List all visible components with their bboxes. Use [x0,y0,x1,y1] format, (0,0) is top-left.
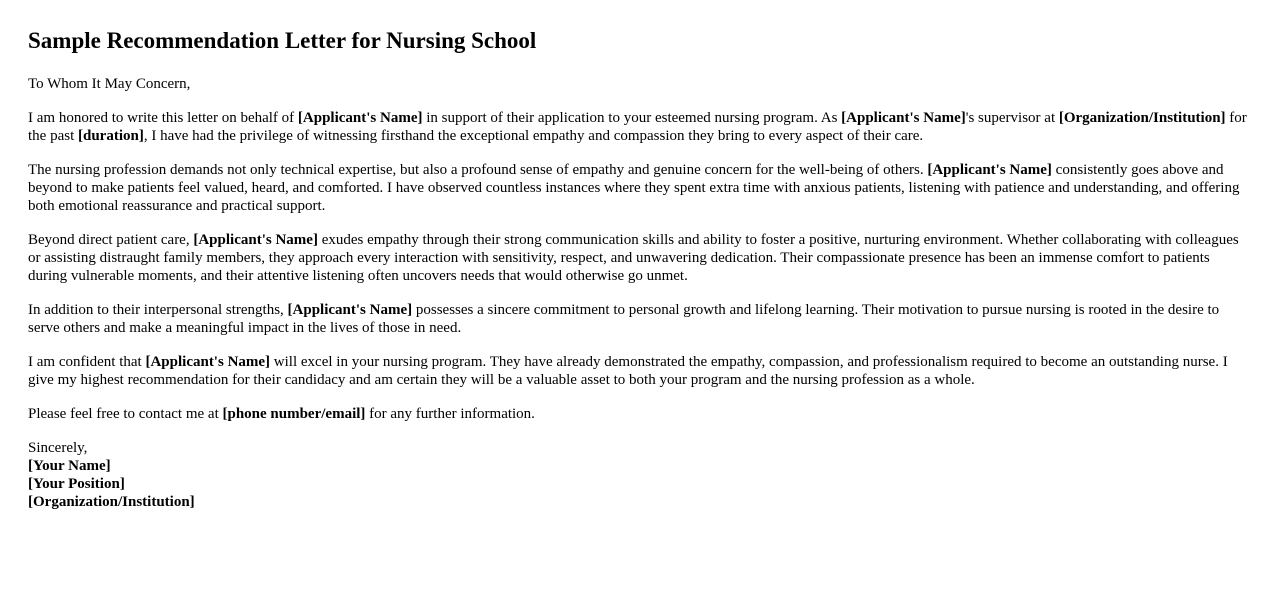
paragraph-empathy [28,161,1250,215]
paragraph-growth [28,301,1250,337]
paragraph-communication [28,231,1250,285]
page-title: Sample Recommendation Letter for Nursing School [28,28,537,53]
text: in support of their application to your esteemed nursing program. As [422,110,842,126]
paragraph-contact [28,405,1250,423]
placeholder-organization: [Organization/Institution] [28,494,195,510]
text: I am honored to write this letter on behalf of [28,110,298,126]
placeholder-applicant-name: [Applicant's Name] [927,162,1052,178]
text: exudes empathy through their strong communication skills and ability to foster a positive, nurturing environment. Whether collaborating with colleagues or assisting distraught family members, they approach every interaction with sensitivity, respect, and unwavering dedication. Their compassionate presence has been an immense comfort to patients during vulnerable moments, and their attentive listening often uncovers needs that would otherwise go unmet. [28,232,1239,284]
placeholder-your-name: [Your Name] [28,458,111,474]
paragraph-confidence [28,353,1250,389]
text: consistently goes above and beyond to make patients feel valued, heard, and comforted. I have observed countless instances where they spent extra time with anxious patients, listening with patience and understanding, and offering both emotional reassurance and practical support. [28,162,1240,214]
signature-block [28,439,1250,511]
placeholder-applicant-name: [Applicant's Name] [297,110,423,126]
placeholder-applicant-name: [Applicant's Name] [145,354,271,370]
text: for any further information. [365,406,535,422]
text: Please feel free to contact me at [28,406,223,422]
placeholder-applicant-name: [Applicant's Name] [287,302,413,318]
placeholder-organization: [Organization/Institution] [1058,110,1226,126]
text: I am confident that [28,354,146,370]
text: will excel in your nursing program. They have already demonstrated the empathy, compassion, and professionalism required to become an outstanding nurse. I give my highest recommendation for their candidacy and am certain they will be a valuable asset to both your program and the nursing profession as a whole. [28,354,1228,388]
placeholder-duration: [duration] [78,128,144,144]
text: 's supervisor at [965,110,1059,126]
text: possesses a sincere commitment to personal growth and lifelong learning. Their motivation to pursue nursing is rooted in the desire to serve others and make a meaningful impact in the lives of those in need. [28,302,1220,336]
placeholder-applicant-name: [Applicant's Name] [841,110,966,126]
sign-off: Sincerely, [28,440,88,456]
text: In addition to their interpersonal strengths, [28,302,288,318]
placeholder-contact: [phone number/email] [222,406,366,422]
text: for the past [28,110,1247,144]
text: The nursing profession demands not only technical expertise, but also a profound sense of empathy and genuine concern for the well-being of others. [28,162,928,178]
placeholder-applicant-name: [Applicant's Name] [193,232,318,248]
salutation: To Whom It May Concern, [28,76,191,92]
text: , I have had the privilege of witnessing firsthand the exceptional empathy and compassion they bring to every aspect of their care. [143,128,924,144]
text: Beyond direct patient care, [28,232,194,248]
placeholder-your-position: [Your Position] [28,476,125,492]
paragraph-intro [28,109,1250,145]
